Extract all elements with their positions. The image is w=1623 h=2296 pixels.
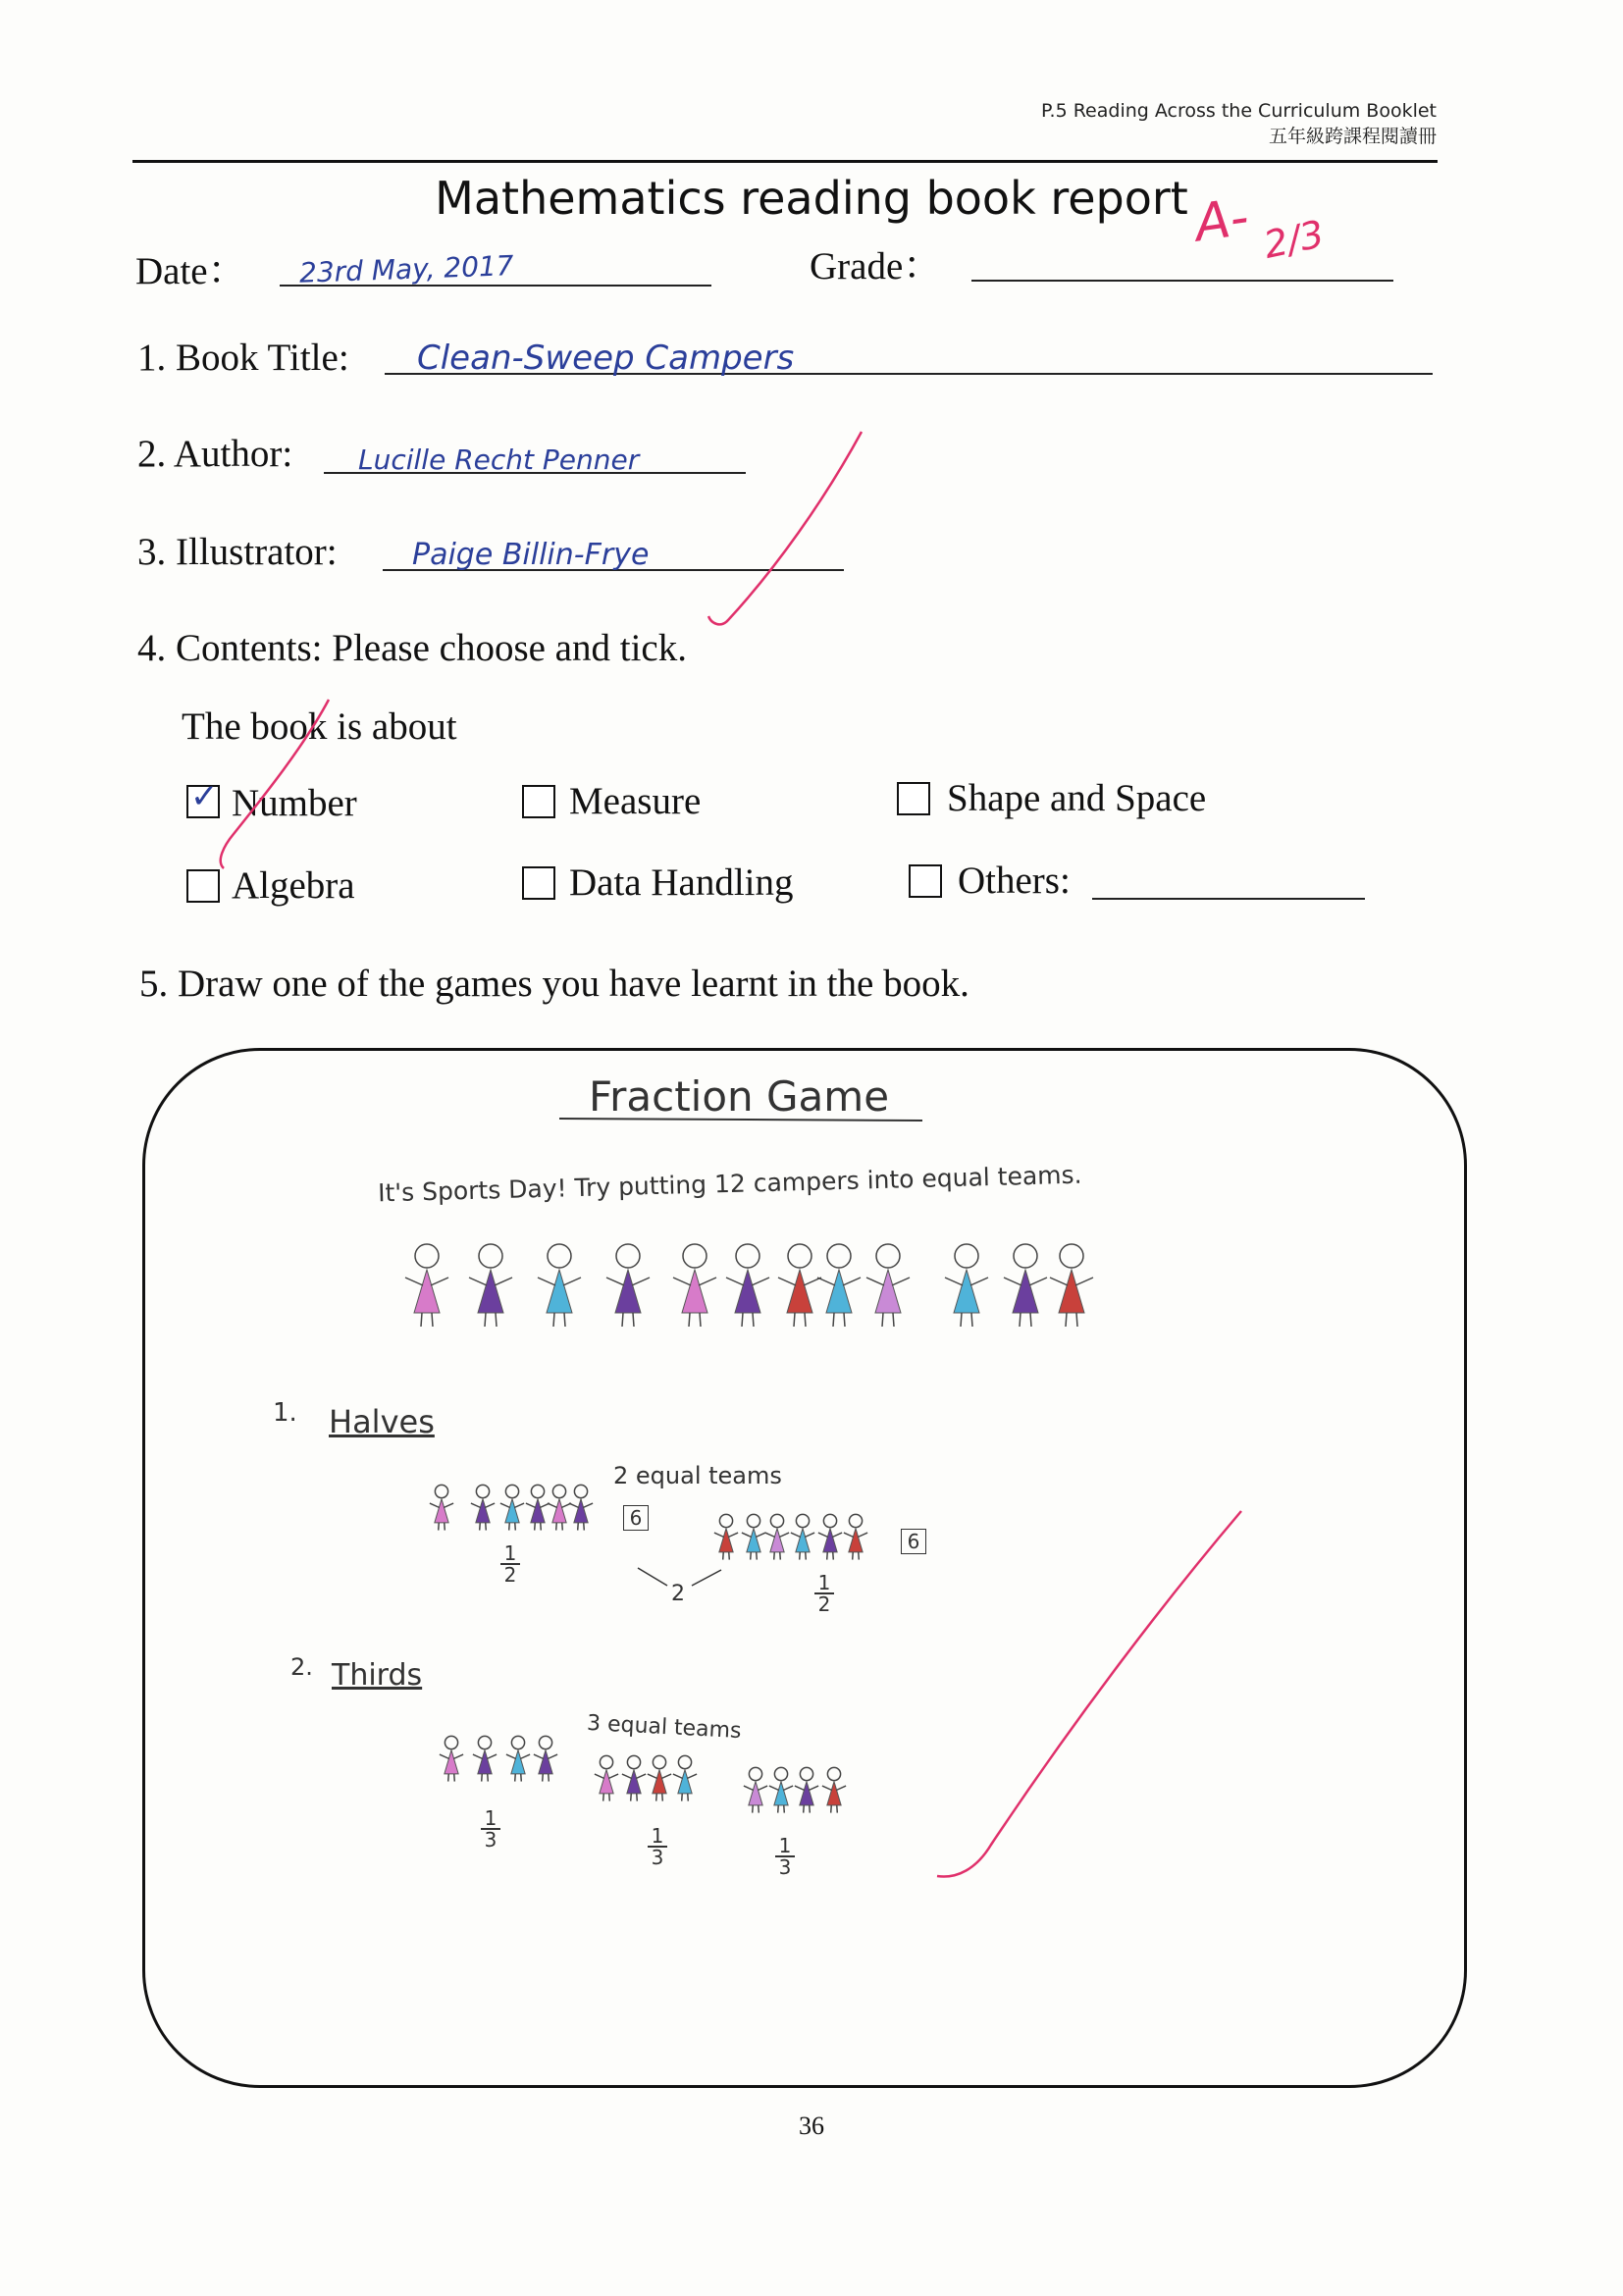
thirds-fraction-1: 1 3 xyxy=(481,1809,500,1849)
halves-count-left: 6 xyxy=(623,1505,649,1531)
option-others: Others: xyxy=(958,860,1071,902)
page-number: 36 xyxy=(799,2112,824,2140)
booklet-title-zh: 五年級跨課程閱讀冊 xyxy=(1268,126,1437,147)
thirds-fraction-3: 1 3 xyxy=(775,1837,795,1876)
halves-count-right: 6 xyxy=(901,1529,926,1554)
checkbox-algebra[interactable] xyxy=(186,869,220,903)
option-number: Number xyxy=(232,782,357,824)
option-shape-and-space: Shape and Space xyxy=(947,777,1207,819)
date-label: Date： xyxy=(135,250,246,292)
booklet-header xyxy=(1041,98,1437,149)
header-rule xyxy=(132,160,1438,163)
checkbox-data-handling[interactable] xyxy=(522,866,555,900)
grade-line xyxy=(971,280,1393,282)
thirds-title: Thirds xyxy=(332,1658,423,1693)
author-label: 2. Author: xyxy=(137,433,293,475)
others-line[interactable] xyxy=(1092,898,1365,900)
grade-label: Grade： xyxy=(810,245,942,287)
thirds-number: 2. xyxy=(290,1653,313,1681)
book-title-value[interactable]: Clean-Sweep Campers xyxy=(417,339,795,378)
thirds-caption: 3 equal teams xyxy=(586,1710,743,1745)
game-intro: It's Sports Day! Try putting 12 campers into equal teams. xyxy=(377,1160,1082,1208)
option-algebra: Algebra xyxy=(232,864,355,907)
halves-title: Halves xyxy=(329,1403,435,1440)
author-value[interactable]: Lucille Recht Penner xyxy=(358,444,640,476)
page-title: Mathematics reading book report xyxy=(435,172,1188,225)
checkbox-number[interactable] xyxy=(186,777,220,818)
book-title-label: 1. Book Title: xyxy=(137,337,349,379)
halves-caption: 2 equal teams xyxy=(613,1462,782,1489)
tick-icon: ✓ xyxy=(190,777,219,816)
checkbox-shape-and-space[interactable] xyxy=(897,782,930,815)
option-data-handling: Data Handling xyxy=(569,861,794,904)
halves-divisor: 2 xyxy=(671,1582,685,1606)
grade-mark: A- xyxy=(1191,187,1253,254)
halves-fraction-right: 1 2 xyxy=(814,1574,834,1613)
checkbox-others[interactable] xyxy=(909,864,942,898)
checkbox-measure[interactable] xyxy=(522,785,555,818)
option-measure: Measure xyxy=(569,780,702,822)
contents-label: 4. Contents: Please choose and tick. xyxy=(137,627,687,669)
contents-sub: The book is about xyxy=(182,705,457,748)
grade-fraction: 2/3 xyxy=(1260,212,1329,267)
date-value[interactable]: 23rd May, 2017 xyxy=(298,249,515,289)
thirds-fraction-2: 1 3 xyxy=(648,1827,667,1866)
illustrator-value[interactable]: Paige Billin-Frye xyxy=(412,538,650,572)
illustrator-label: 3. Illustrator: xyxy=(137,531,338,573)
drawing-frame xyxy=(142,1048,1467,2088)
draw-prompt: 5. Draw one of the games you have learnt in the book. xyxy=(139,963,969,1005)
booklet-title-en: P.5 Reading Across the Curriculum Booklet xyxy=(1041,100,1437,122)
game-title: Fraction Game xyxy=(589,1072,890,1121)
halves-fraction-left: 1 2 xyxy=(500,1544,520,1584)
halves-number: 1. xyxy=(273,1398,297,1428)
